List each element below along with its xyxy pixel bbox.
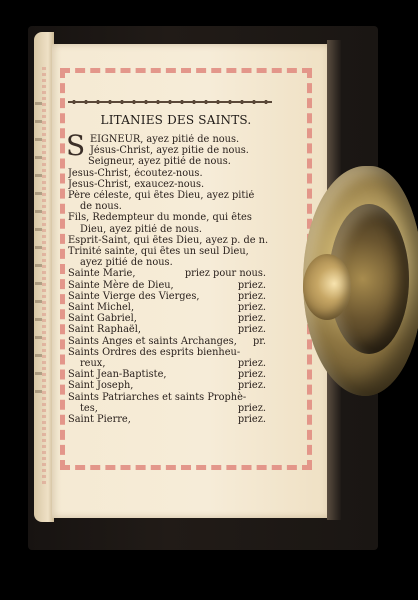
text-line: Seigneur, ayez pitié de nous. bbox=[88, 156, 231, 168]
saint-name: Saints Patriarches et saints Prophè- bbox=[68, 391, 247, 403]
saint-name: Sainte Marie, bbox=[68, 268, 136, 280]
text-line: de nous. bbox=[80, 201, 122, 213]
litany-row bbox=[68, 280, 266, 291]
litany-row bbox=[68, 380, 266, 391]
litany-row bbox=[68, 291, 266, 302]
brass-clasp bbox=[303, 166, 418, 396]
saint-name: Saint Pierre, bbox=[68, 414, 131, 426]
text-line: Père céleste, qui êtes Dieu, ayez pitié bbox=[68, 190, 255, 202]
text-line: Jésus-Christ, ayez pitie de nous. bbox=[90, 145, 249, 157]
litany-row bbox=[68, 336, 266, 347]
left-page-chain-border bbox=[42, 67, 46, 487]
response: priez. bbox=[237, 324, 266, 336]
page-title: LITANIES DES SAINTS. bbox=[100, 113, 252, 127]
text-line: Dieu, ayez pitié de nous. bbox=[80, 223, 203, 235]
drop-cap: S bbox=[66, 129, 86, 162]
response: pr. bbox=[253, 335, 266, 347]
response: priez. bbox=[237, 290, 266, 302]
litany-row bbox=[68, 268, 266, 279]
left-page-text bbox=[35, 102, 42, 402]
litany-row bbox=[68, 313, 266, 324]
clasp-lip bbox=[303, 254, 351, 320]
saint-name: reux, bbox=[80, 358, 106, 370]
litany-row bbox=[68, 392, 266, 403]
left-page-edge bbox=[34, 32, 54, 522]
litany-row bbox=[68, 347, 266, 358]
saint-name: Saints Ordres des esprits bienheu- bbox=[68, 346, 241, 358]
header-ornament bbox=[68, 97, 272, 107]
text-line: Fils, Redempteur du monde, qui êtes bbox=[68, 212, 252, 224]
response: priez. bbox=[237, 414, 266, 426]
text-line: EIGNEUR, ayez pitié de nous. bbox=[90, 134, 240, 145]
saint-name: Saint Gabriel, bbox=[68, 313, 137, 325]
litany-row bbox=[68, 403, 266, 414]
text-line: Trinité sainte, qui êtes un seul Dieu, bbox=[68, 246, 249, 258]
response: priez. bbox=[237, 380, 266, 392]
saint-name: Saint Michel, bbox=[68, 302, 135, 314]
response: priez. bbox=[237, 358, 266, 370]
saint-name: tes, bbox=[80, 402, 98, 414]
text-line: Esprit-Saint, qui êtes Dieu, ayez p. de n. bbox=[68, 234, 269, 246]
litany-text bbox=[66, 129, 280, 426]
litany-row bbox=[68, 369, 266, 380]
text-line: ayez pitié de nous. bbox=[80, 257, 173, 269]
saint-name: Sainte Mère de Dieu, bbox=[68, 279, 174, 291]
response: priez. bbox=[237, 369, 266, 381]
saint-name: Saint Jean-Baptiste, bbox=[68, 369, 167, 381]
response: priez pour nous. bbox=[184, 268, 266, 280]
litany-row bbox=[68, 302, 266, 313]
litany-row bbox=[68, 324, 266, 335]
response: priez. bbox=[237, 402, 266, 414]
saint-name: Saint Raphaël, bbox=[68, 324, 141, 336]
response: priez. bbox=[237, 313, 266, 325]
litany-row bbox=[68, 358, 266, 369]
litany-row bbox=[68, 414, 266, 425]
text-line: Jesus-Christ, écoutez-nous. bbox=[68, 167, 203, 179]
saint-name: Saints Anges et saints Archanges, bbox=[68, 335, 237, 347]
saint-name: Sainte Vierge des Vierges, bbox=[68, 290, 200, 302]
response: priez. bbox=[237, 302, 266, 314]
text-line: Jesus-Christ, exaucez-nous. bbox=[68, 178, 205, 190]
saint-name: Saint Joseph, bbox=[68, 380, 134, 392]
response: priez. bbox=[237, 279, 266, 291]
response bbox=[262, 347, 266, 358]
response bbox=[262, 392, 266, 403]
